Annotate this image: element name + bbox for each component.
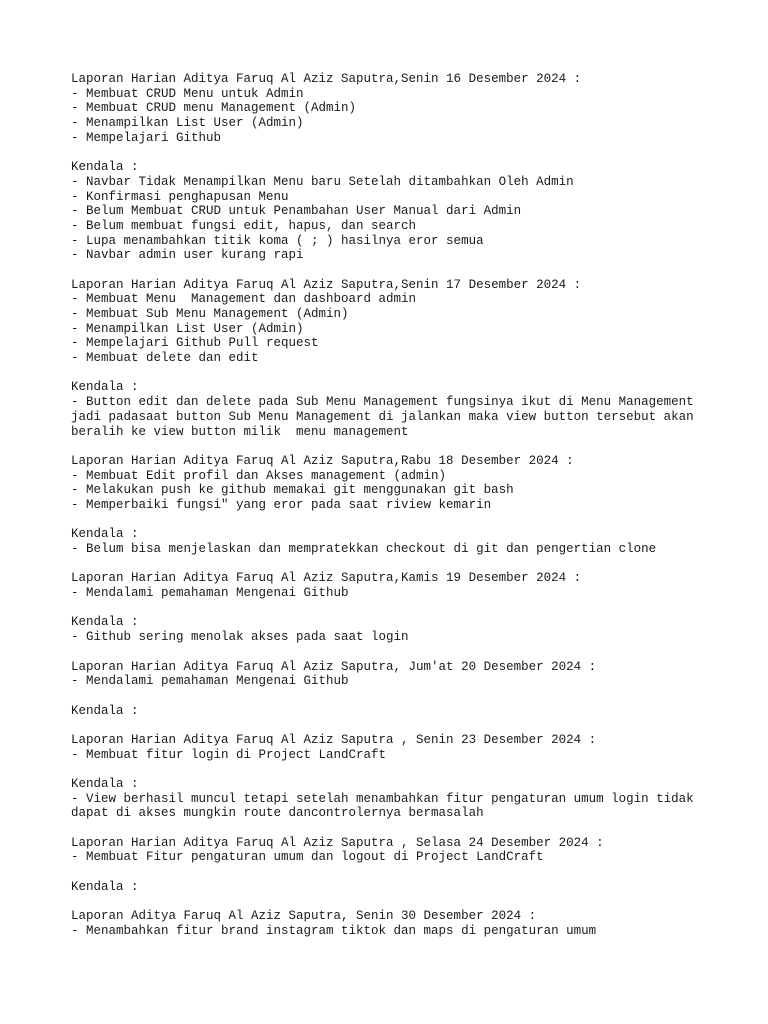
list-item: - Navbar Tidak Menampilkan Menu baru Setelah ditambahkan Oleh Admin xyxy=(71,174,574,189)
blank-line xyxy=(71,895,731,910)
blank-line xyxy=(71,557,731,572)
kendala-heading: Kendala : xyxy=(71,160,139,175)
kendala-heading: Kendala : xyxy=(71,380,139,395)
list-item: - Menambahkan fitur brand instagram tiktok dan maps di pengaturan umum xyxy=(71,923,597,938)
list-item: - Belum bisa menjelaskan dan mempratekkan checkout di git dan pengertian clone xyxy=(71,542,657,556)
continuation-line: beralih ke view button milik menu management xyxy=(71,424,409,439)
blank-line xyxy=(71,513,731,528)
list-item: - Konfirmasi penghapusan Menu xyxy=(71,189,289,204)
report-heading: Laporan Harian Aditya Faruq Al Aziz Saputra,Rabu 18 Desember 2024 : xyxy=(71,453,574,468)
list-item: - Menampilkan List User (Admin) xyxy=(71,116,304,131)
list-item: - Membuat fitur login di Project LandCraft xyxy=(71,747,387,762)
blank-line xyxy=(71,762,731,777)
list-item: - Membuat Menu Management dan dashboard admin xyxy=(71,292,417,307)
continuation-line: jadi padasaat button Sub Menu Management di jalankan maka view button tersebut akan xyxy=(71,409,694,424)
list-item: - Membuat delete dan edit xyxy=(71,351,259,366)
report-heading: Laporan Harian Aditya Faruq Al Aziz Saputra, Jum'at 20 Desember 2024 : xyxy=(71,659,597,674)
report-heading: Laporan Harian Aditya Faruq Al Aziz Saputra,Senin 17 Desember 2024 : xyxy=(71,277,582,292)
list-item: - Lupa menambahkan titik koma ( ; ) hasilnya eror semua xyxy=(71,233,484,248)
list-item: - Menampilkan List User (Admin) xyxy=(71,321,304,336)
report-heading: Laporan Harian Aditya Faruq Al Aziz Saputra,Senin 16 Desember 2024 : xyxy=(71,72,582,86)
blank-line xyxy=(71,645,731,660)
kendala-heading: Kendala : xyxy=(71,703,139,718)
report-heading: Laporan Aditya Faruq Al Aziz Saputra, Senin 30 Desember 2024 : xyxy=(71,909,537,924)
list-item: - Belum membuat fungsi edit, hapus, dan search xyxy=(71,218,417,233)
list-item: - Membuat Edit profil dan Akses management (admin) xyxy=(71,468,447,483)
list-item: - Melakukan push ke github memakai git menggunakan git bash xyxy=(71,483,514,498)
report-heading: Laporan Harian Aditya Faruq Al Aziz Saputra,Kamis 19 Desember 2024 : xyxy=(71,571,582,586)
list-item: - Mendalami pemahaman Mengenai Github xyxy=(71,586,349,601)
list-item: - Belum Membuat CRUD untuk Penambahan User Manual dari Admin xyxy=(71,204,522,219)
blank-line xyxy=(71,145,731,160)
report-heading: Laporan Harian Aditya Faruq Al Aziz Saputra , Senin 23 Desember 2024 : xyxy=(71,732,597,747)
list-item: - Membuat CRUD menu Management (Admin) xyxy=(71,101,357,116)
blank-line xyxy=(71,689,731,704)
document-text xyxy=(71,72,731,939)
blank-line xyxy=(71,263,731,278)
list-item: - Membuat Fitur pengaturan umum dan logout di Project LandCraft xyxy=(71,850,544,865)
list-item: - Membuat Sub Menu Management (Admin) xyxy=(71,307,349,321)
list-item: - Membuat CRUD Menu untuk Admin xyxy=(71,86,304,101)
report-heading: Laporan Harian Aditya Faruq Al Aziz Saputra , Selasa 24 Desember 2024 : xyxy=(71,835,604,850)
blank-line xyxy=(71,366,731,381)
kendala-heading: Kendala : xyxy=(71,527,139,542)
blank-line xyxy=(71,439,731,454)
kendala-heading: Kendala : xyxy=(71,879,139,894)
kendala-heading: Kendala : xyxy=(71,777,139,791)
kendala-heading: Kendala : xyxy=(71,615,139,630)
blank-line xyxy=(71,718,731,733)
continuation-line: dapat di akses mungkin route dancontrolernya bermasalah xyxy=(71,806,484,821)
list-item: - Mempelajari Github Pull request xyxy=(71,336,319,351)
list-item: - Mempelajari Github xyxy=(71,130,222,145)
list-item: - Mendalami pemahaman Mengenai Github xyxy=(71,674,349,689)
list-item: - Github sering menolak akses pada saat login xyxy=(71,630,409,645)
blank-line xyxy=(71,821,731,836)
list-item: - Button edit dan delete pada Sub Menu Management fungsinya ikut di Menu Management xyxy=(71,395,694,410)
list-item: - View berhasil muncul tetapi setelah menambahkan fitur pengaturan umum login tidak xyxy=(71,791,694,806)
list-item: - Memperbaiki fungsi" yang eror pada saat riview kemarin xyxy=(71,497,492,512)
blank-line xyxy=(71,865,731,880)
list-item: - Navbar admin user kurang rapi xyxy=(71,248,304,263)
blank-line xyxy=(71,601,731,616)
